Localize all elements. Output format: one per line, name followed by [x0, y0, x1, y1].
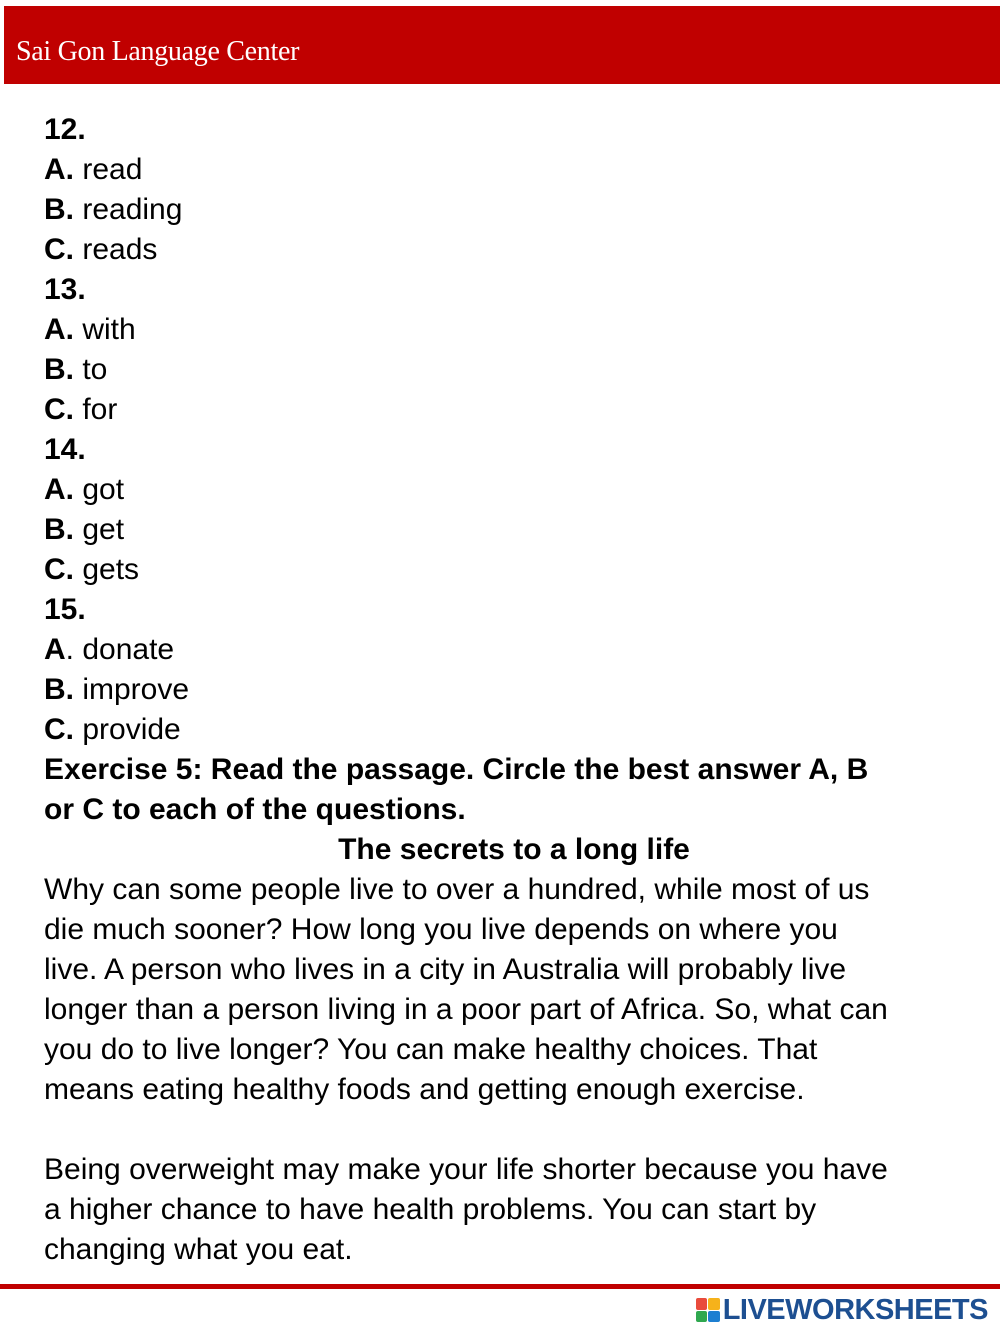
answer-option[interactable]	[44, 350, 984, 390]
passage-title: The secrets to a long life	[338, 833, 690, 866]
option-text: reading	[74, 193, 183, 226]
passage-line: Why can some people live to over a hundred, while most of us	[44, 873, 870, 906]
option-text: with	[74, 313, 136, 346]
option-text: . donate	[65, 633, 175, 666]
exercise-instruction: or C to each of the questions.	[44, 793, 466, 826]
passage-line: live. A person who lives in a city in Australia will probably live	[44, 953, 847, 986]
option-letter: A.	[44, 473, 74, 506]
passage-paragraph	[44, 1150, 984, 1270]
passage-line: longer than a person living in a poor part of Africa. So, what can	[44, 993, 888, 1026]
logo-tile	[708, 1298, 720, 1310]
answer-option[interactable]	[44, 310, 984, 350]
answer-option[interactable]	[44, 390, 984, 430]
option-letter: A	[44, 633, 66, 666]
header-title: Sai Gon Language Center	[16, 36, 300, 67]
option-letter: A.	[44, 313, 74, 346]
answer-option[interactable]	[44, 230, 984, 270]
option-letter: C.	[44, 233, 74, 266]
option-letter: B.	[44, 673, 74, 706]
question-number: 12.	[44, 113, 86, 146]
option-text: got	[74, 473, 125, 506]
option-text: gets	[74, 553, 140, 586]
worksheet-content	[44, 110, 984, 1270]
passage-line: Being overweight may make your life shorter because you have	[44, 1153, 888, 1186]
liveworksheets-brand[interactable]	[696, 1293, 988, 1327]
logo-tile	[696, 1311, 708, 1323]
passage-line: changing what you eat.	[44, 1233, 353, 1266]
option-letter: B.	[44, 513, 74, 546]
passage-line: you do to live longer? You can make healthy choices. That	[44, 1033, 818, 1066]
option-text: improve	[74, 673, 190, 706]
answer-option[interactable]	[44, 470, 984, 510]
option-letter: A.	[44, 153, 74, 186]
option-letter: C.	[44, 553, 74, 586]
option-letter: C.	[44, 393, 74, 426]
passage-line: die much sooner? How long you live depends on where you	[44, 913, 838, 946]
answer-option[interactable]	[44, 150, 984, 190]
footer-divider	[0, 1284, 1000, 1289]
answer-option[interactable]	[44, 510, 984, 550]
passage-paragraph	[44, 870, 984, 1110]
question-number: 14.	[44, 433, 86, 466]
answer-option[interactable]	[44, 670, 984, 710]
brand-name: LIVEWORKSHEETS	[722, 1293, 988, 1326]
liveworksheets-logo-icon	[696, 1298, 720, 1322]
passage-line: means eating healthy foods and getting enough exercise.	[44, 1073, 805, 1106]
paragraph-gap	[44, 1110, 984, 1150]
option-text: reads	[74, 233, 158, 266]
option-letter: C.	[44, 713, 74, 746]
logo-tile	[708, 1311, 720, 1323]
option-text: get	[74, 513, 125, 546]
option-text: to	[74, 353, 108, 386]
option-text: for	[74, 393, 118, 426]
header-bar	[4, 6, 1000, 84]
answer-option[interactable]	[44, 710, 984, 750]
answer-option[interactable]	[44, 630, 984, 670]
passage-line: a higher chance to have health problems. You can start by	[44, 1193, 817, 1226]
option-letter: B.	[44, 193, 74, 226]
exercise-instruction: Exercise 5: Read the passage. Circle the best answer A, B	[44, 753, 869, 786]
question-number: 13.	[44, 273, 86, 306]
answer-option[interactable]	[44, 190, 984, 230]
question-number: 15.	[44, 593, 86, 626]
option-text: read	[74, 153, 143, 186]
option-text: provide	[74, 713, 181, 746]
answer-option[interactable]	[44, 550, 984, 590]
logo-tile	[696, 1298, 708, 1310]
option-letter: B.	[44, 353, 74, 386]
